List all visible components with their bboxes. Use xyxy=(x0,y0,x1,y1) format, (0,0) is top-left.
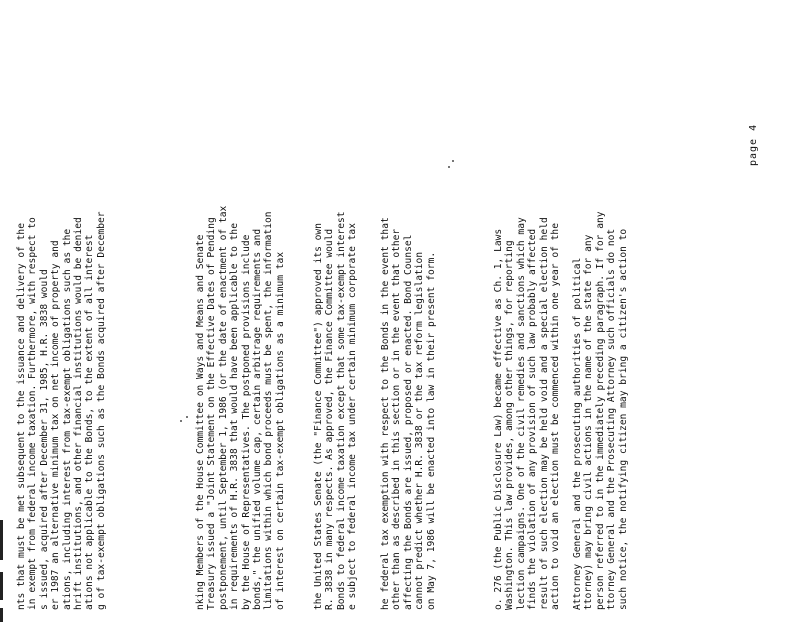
paragraph-public-disclosure-law xyxy=(493,10,561,610)
text-line: in requirements of H.R. 3838 that would have been applicable to the xyxy=(229,223,241,610)
text-line: o. 276 (the Public Disclosure Law) became effective as Ch. 1, Laws xyxy=(493,228,504,610)
text-line: on May 7, 1986 will be enacted into law in their present form. xyxy=(425,251,437,610)
scan-speck xyxy=(186,416,188,418)
text-line: bonds," the unified volume cap, certain arbitrage requirements and xyxy=(252,228,264,610)
scan-speck xyxy=(180,420,182,422)
text-line: er 1987 an alternative minimum tax on net income of property and xyxy=(50,240,62,610)
text-line: the United States Senate (the "Finance Committee") approved its own xyxy=(313,223,324,610)
text-line: Treasury issued a "Joint Statement on the Effective Dates of Pending xyxy=(206,217,218,610)
text-line: limitations within which bond proceeds must be spent, the information xyxy=(263,211,275,610)
text-line: ations, including interest from tax-exempt obligations such as the xyxy=(61,228,73,610)
text-line: lection campaigns. One of the civil remedies and sanctions which may xyxy=(515,217,527,610)
text-line: other than as described in this section or in the event that other xyxy=(391,228,403,610)
text-line: postponement, until September 1, 1986 (or the date of enactment of tax xyxy=(217,205,229,610)
scan-speck xyxy=(452,160,454,162)
text-line: Bonds to federal income taxation except that some tax-exempt interest xyxy=(335,211,347,610)
paragraph-tax-exemption-requirements xyxy=(16,10,107,610)
text-line: such notice, the notifying citizen may bring a citizen's action to xyxy=(617,228,629,610)
text-line: Washington. This law provides, among other things, for reporting xyxy=(504,240,516,610)
text-line: cannot predict whether H.R. 3838 or the tax reform legislation xyxy=(414,251,426,610)
text-line: ttorney General and the Prosecuting Attorney such officials do not xyxy=(606,228,618,610)
text-line: ttorney) may bring civil actions in the name of the state for any xyxy=(583,234,595,610)
text-line: in exempt from federal income taxation. Furthermore, with respect to xyxy=(27,217,39,610)
text-line: hrift institutions, and other financial institutions would be denied xyxy=(73,217,85,610)
text-line: ations not applicable to the Bonds, to the extent of all interest xyxy=(84,234,96,610)
text-line: by the House of Representatives. The postponed provisions include xyxy=(240,234,252,610)
text-line: g of tax-exempt obligations such as the Bonds acquired after December xyxy=(95,211,107,610)
scan-artifact-marks xyxy=(0,502,6,622)
paragraph-bond-counsel xyxy=(380,10,437,610)
scan-speck xyxy=(448,166,450,168)
paragraph-attorney-general xyxy=(572,10,629,610)
paragraph-joint-statement xyxy=(195,10,286,610)
text-line: nts that must be met subsequent to the issuance and delivery of the xyxy=(16,223,27,610)
paragraph-finance-committee xyxy=(313,10,359,610)
text-line: of interest on certain tax-exempt obligations as a minimum tax xyxy=(274,251,286,610)
text-line: action to void an election must be commenced within one year of the xyxy=(550,223,562,610)
text-line: Attorney General and the prosecuting authorities of political xyxy=(572,257,583,610)
text-line: he federal tax exemption with respect to the Bonds in the event that xyxy=(380,217,391,610)
text-line: affecting the Bonds are issued, proposed or enacted. Bond Counsel xyxy=(402,234,414,610)
page-number: page 4 xyxy=(748,123,759,166)
text-line: R. 3838 in many respects. As approved, the Finance Committee would xyxy=(324,228,336,610)
text-line: finds the violation of any provision of such law probably affected xyxy=(527,228,539,610)
text-line: person referred to in the immediately preceding paragraph. If for any xyxy=(594,211,606,610)
text-line: s issued, acquired after December 31, 1985, H.R. 3838 would xyxy=(38,269,50,610)
text-line: result of such election may be held void and a special election held xyxy=(538,217,550,610)
text-line: nking Members of the House Committee on Ways and Means and Senate xyxy=(195,234,206,610)
text-line: e subject to federal income tax under certain minimum corporate tax xyxy=(347,223,359,610)
